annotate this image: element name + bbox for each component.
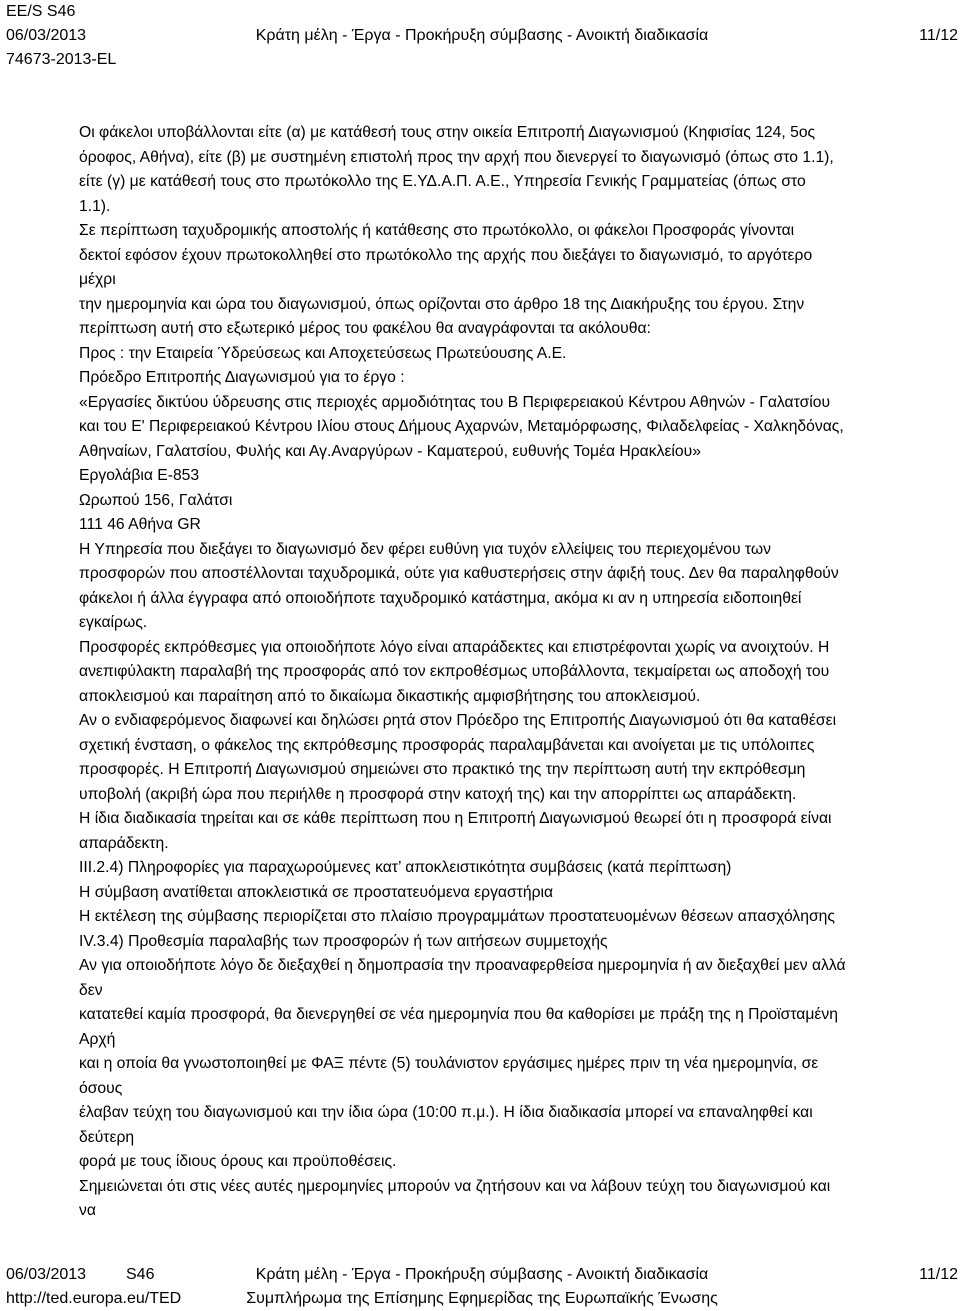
header-title: Κράτη μέλη - Έργα - Προκήρυξη σύμβασης - Ανοικτή διαδικασία bbox=[255, 27, 709, 44]
body-line: φάκελοι ή άλλα έγγραφα από οποιοδήποτε ταχυδρομικό κατάστημα, ακόμα κι αν η υπηρεσία ειδοποιηθεί bbox=[79, 589, 802, 607]
body-line: σχετική ένσταση, ο φάκελος της εκπρόθεσμης προσφοράς παραλαμβάνεται και ανοίγεται με τις υπόλοιπες bbox=[79, 736, 815, 754]
body-line: δεύτερη bbox=[79, 1128, 135, 1146]
body-line: Ωρωπού 156, Γαλάτσι bbox=[79, 491, 233, 509]
footer-series: S46 bbox=[126, 1266, 155, 1283]
body-line: την ημερομηνία και ώρα του διαγωνισμού, όπως ορίζονται στο άρθρο 18 της Διακήρυξης του έργου. Στην bbox=[79, 295, 805, 313]
header-page-number: 11/12 bbox=[919, 27, 958, 44]
body-line: προσφορές. Η Επιτροπή Διαγωνισμού σημειώνει στο πρακτικό της την περίπτωση αυτή την εκπρόθεσμη bbox=[79, 761, 806, 778]
body-line: Η ίδια διαδικασία τηρείται και σε κάθε περίπτωση που η Επιτροπή Διαγωνισμού θεωρεί ότι η προσφορά είναι bbox=[79, 810, 832, 827]
body-line: 1.1). bbox=[79, 197, 111, 215]
body-line: IV.3.4) Προθεσμία παραλαβής των προσφορών ή των αιτήσεων συμμετοχής bbox=[79, 932, 608, 950]
body-line: Προς : την Εταιρεία Ύδρεύσεως και Αποχετεύσεως Πρωτεύουσης Α.Ε. bbox=[79, 344, 567, 362]
body-line: και του Ε' Περιφερειακού Κέντρου Ιλίου στους Δήμους Αχαρνών, Μεταμόρφωσης, Φιλαδελφείας - Χαλκηδόνας, bbox=[79, 418, 844, 435]
body-line: υποβολή (ακριβή ώρα που περιήλθε η προσφορά στην κατοχή της) και την απορρίπτει ως απαράδεκτη. bbox=[79, 785, 797, 803]
header-date: 06/03/2013 bbox=[6, 27, 87, 44]
body-line: προσφορών που αποστέλλονται ταχυδρομικά, ούτε για καθυστερήσεις στην άφιξή τους. Δεν θα παραληφθούν bbox=[79, 565, 839, 582]
page-header bbox=[6, 0, 958, 72]
body-line: να bbox=[79, 1202, 96, 1219]
body-line: Αν για οποιοδήποτε λόγο δε διεξαχθεί η δημοπρασία την προαναφερθείσα ημερομηνία ή αν διεξαχθεί μεν αλλά bbox=[79, 957, 846, 974]
body-line: φορά με τους ίδιους όρους και προϋποθέσεις. bbox=[79, 1153, 397, 1170]
body-line: κατατεθεί καμία προσφορά, θα διενεργηθεί σε νέα ημερομηνία που θα καθορίσει με πράξη της η Προϊσταμένη bbox=[79, 1006, 838, 1023]
body-line: Εργολάβια Ε-853 bbox=[79, 467, 200, 484]
body-line: απαράδεκτη. bbox=[79, 834, 169, 852]
body-line: Η Υπηρεσία που διεξάγει το διαγωνισμό δεν φέρει ευθύνη για τυχόν ελλείψεις του περιεχομένου των bbox=[79, 540, 771, 558]
body-line: Προσφορές εκπρόθεσμες για οποιοδήποτε λόγο είναι απαράδεκτες και επιστρέφονται χωρίς να ανοιχτούν. Η bbox=[79, 638, 830, 656]
body-line: αποκλεισμού και παραίτηση από το δικαίωμα δικαστικής αμφισβήτησης του αποκλεισμού. bbox=[79, 687, 701, 705]
body-line: Σημειώνεται ότι στις νέες αυτές ημερομηνίες μπορούν να ζητήσουν και να λάβουν τεύχη του διαγωνισμού και bbox=[79, 1177, 831, 1195]
footer-page-number: 11/12 bbox=[919, 1266, 958, 1283]
notice-id: 74673-2013-EL bbox=[6, 51, 117, 68]
footer-subtitle: Συμπλήρωμα της Επίσημης Εφημερίδας της Ευρωπαϊκής Ένωσης bbox=[246, 1290, 718, 1307]
body-line: Αν ο ενδιαφερόμενος διαφωνεί και δηλώσει ρητά στον Πρόεδρο της Επιτροπής Διαγωνισμού ότι θα καταθέσει bbox=[79, 712, 837, 729]
footer-date: 06/03/2013 bbox=[6, 1266, 87, 1283]
body-line: είτε (γ) με κατάθεσή τους στο πρωτόκολλο της Ε.ΥΔ.Α.Π. Α.Ε., Υπηρεσία Γενικής Γραμματείας (όπως στο bbox=[79, 173, 806, 190]
body-line: ανεπιφύλακτη παραλαβή της προσφοράς από τον εκπροθέσμως υποβάλλοντα, τεκμαίρεται ως αποδοχή του bbox=[79, 663, 830, 680]
body-line: εγκαίρως. bbox=[79, 614, 148, 631]
doc-code: EE/S S46 bbox=[6, 3, 76, 20]
body-line: Πρόεδρο Επιτροπής Διαγωνισμού για το έργο : bbox=[79, 369, 405, 386]
body-line: III.2.4) Πληροφορίες για παραχωρούμενες κατ’ αποκλειστικότητα συμβάσεις (κατά περίπτωση) bbox=[79, 859, 732, 876]
body-line: περίπτωση αυτή στο εξωτερικό μέρος του φακέλου θα αναγράφονται τα ακόλουθα: bbox=[79, 320, 651, 337]
body-line: όσους bbox=[79, 1079, 123, 1097]
body-line: έλαβαν τεύχη του διαγωνισμού και την ίδια ώρα (10:00 π.μ.). Η ίδια διαδικασία μπορεί να επαναληφθεί και bbox=[79, 1104, 813, 1121]
body-line: Η σύμβαση ανατίθεται αποκλειστικά σε προστατευόμενα εργαστήρια bbox=[79, 883, 554, 901]
body-line: μέχρι bbox=[79, 271, 116, 288]
body-line: Αρχή bbox=[79, 1030, 116, 1048]
body-line: Οι φάκελοι υποβάλλονται είτε (α) με κατάθεσή τους στην οικεία Επιτροπή Διαγωνισμού (Κηφισίας 124, 5ος bbox=[79, 124, 816, 141]
body-line: όροφος, Αθήνα), είτε (β) με συστημένη επιστολή προς την αρχή που διενεργεί το διαγωνισμό (όπως στο 1.1), bbox=[79, 148, 834, 166]
body-line: και η οποία θα γνωστοποιηθεί με ΦΑΞ πέντε (5) τουλάνιστον εργάσιμες ημέρες πριν τη νέα ημερομηνία, σε bbox=[79, 1055, 819, 1072]
body-line: Η εκτέλεση της σύμβασης περιορίζεται στο πλαίσιο προγραμμάτων προστατευομένων θέσεων απασχόλησης bbox=[79, 908, 835, 925]
body-line: «Εργασίες δικτύου ύδρευσης στις περιοχές αρμοδιότητας του Β Περιφερειακού Κέντρου Αθηνών - Γαλατσίου bbox=[79, 393, 831, 411]
footer-url-link[interactable]: http://ted.europa.eu/TED bbox=[6, 1290, 182, 1307]
body-line: δεν bbox=[79, 981, 103, 999]
body-line: δεκτοί εφόσον έχουν πρωτοκολληθεί στο πρωτόκολλο της αρχής που διεξάγει το διαγωνισμό, το αργότερο bbox=[79, 246, 813, 264]
footer-title: Κράτη μέλη - Έργα - Προκήρυξη σύμβασης - Ανοικτή διαδικασία bbox=[255, 1266, 709, 1283]
document-body bbox=[79, 121, 941, 1224]
body-line: Αθηναίων, Γαλατσίου, Φυλής και Αγ.Αναργύρων - Καματερού, ευθυνής Τομέα Ηρακλείου» bbox=[79, 442, 701, 460]
body-line: 111 46 Αθήνα GR bbox=[79, 516, 201, 533]
body-line: Σε περίπτωση ταχυδρομικής αποστολής ή κατάθεσης στο πρωτόκολλο, οι φάκελοι Προσφοράς γίνονται bbox=[79, 222, 795, 239]
page-footer bbox=[6, 1263, 958, 1311]
